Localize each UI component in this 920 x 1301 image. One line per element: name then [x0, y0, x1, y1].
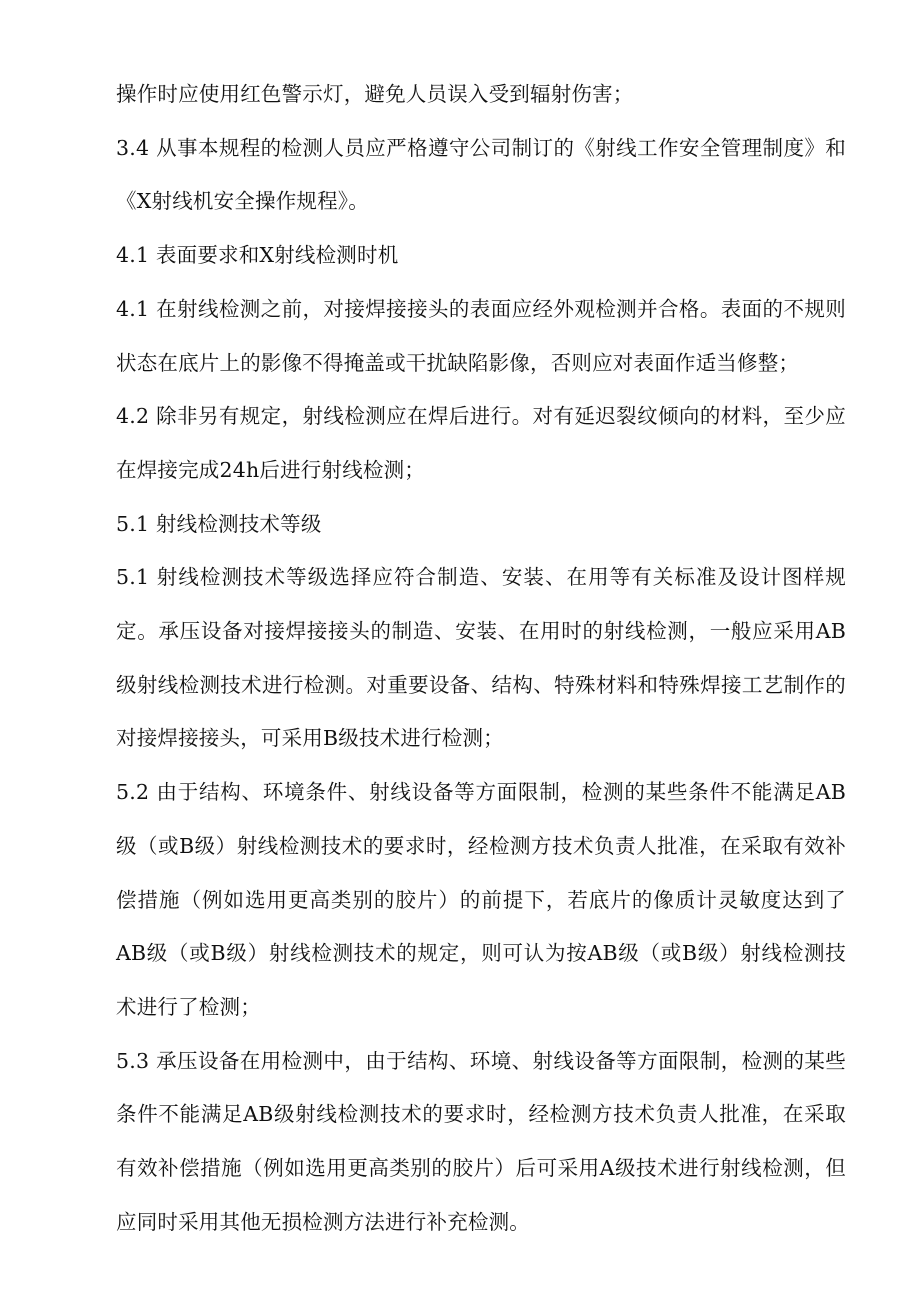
paragraph-safety-light: 操作时应使用红色警示灯，避免人员误入受到辐射伤害； — [116, 82, 634, 106]
document-page — [116, 68, 846, 1249]
heading-5-1: 5.1 射线检测技术等级 — [116, 511, 322, 536]
paragraph-4-2: 4.2 除非另有规定，射线检测应在焊后进行。对有延迟裂纹倾向的材料，至少应在焊接完成24h后进行射线检测； — [116, 404, 846, 482]
paragraph-5-2: 5.2 由于结构、环境条件、射线设备等方面限制，检测的某些条件不能满足AB级（或B级）射线检测技术的要求时，经检测方技术负责人批准，在采取有效补偿措施（例如选用更高类别的胶片）的前提下，若底片的像质计灵敏度达到了AB级（或B级）射线检测技术的规定，则可认为按AB级（或B级）射线检测技术进行了检测； — [116, 780, 846, 1019]
paragraph-5-1: 5.1 射线检测技术等级选择应符合制造、安装、在用等有关标准及设计图样规定。承压设备对接焊接接头的制造、安装、在用时的射线检测，一般应采用AB级射线检测技术进行检测。对重要设备、结构、特殊材料和特殊焊接工艺制作的对接焊接接头，可采用B级技术进行检测； — [116, 565, 846, 751]
paragraph-5-3: 5.3 承压设备在用检测中，由于结构、环境、射线设备等方面限制，检测的某些条件不能满足AB级射线检测技术的要求时，经检测方技术负责人批准，在采取有效补偿措施（例如选用更高类别的胶片）后可采用A级技术进行射线检测，但应同时采用其他无损检测方法进行补充检测。 — [116, 1048, 846, 1234]
heading-4-1: 4.1 表面要求和X射线检测时机 — [116, 243, 399, 268]
paragraph-4-1: 4.1 在射线检测之前，对接焊接接头的表面应经外观检测并合格。表面的不规则状态在底片上的影像不得掩盖或干扰缺陷影像，否则应对表面作适当修整； — [116, 296, 846, 375]
paragraph-3-4: 3.4 从事本规程的检测人员应严格遵守公司制订的《射线工作安全管理制度》和《X射线机安全操作规程》。 — [116, 135, 846, 214]
